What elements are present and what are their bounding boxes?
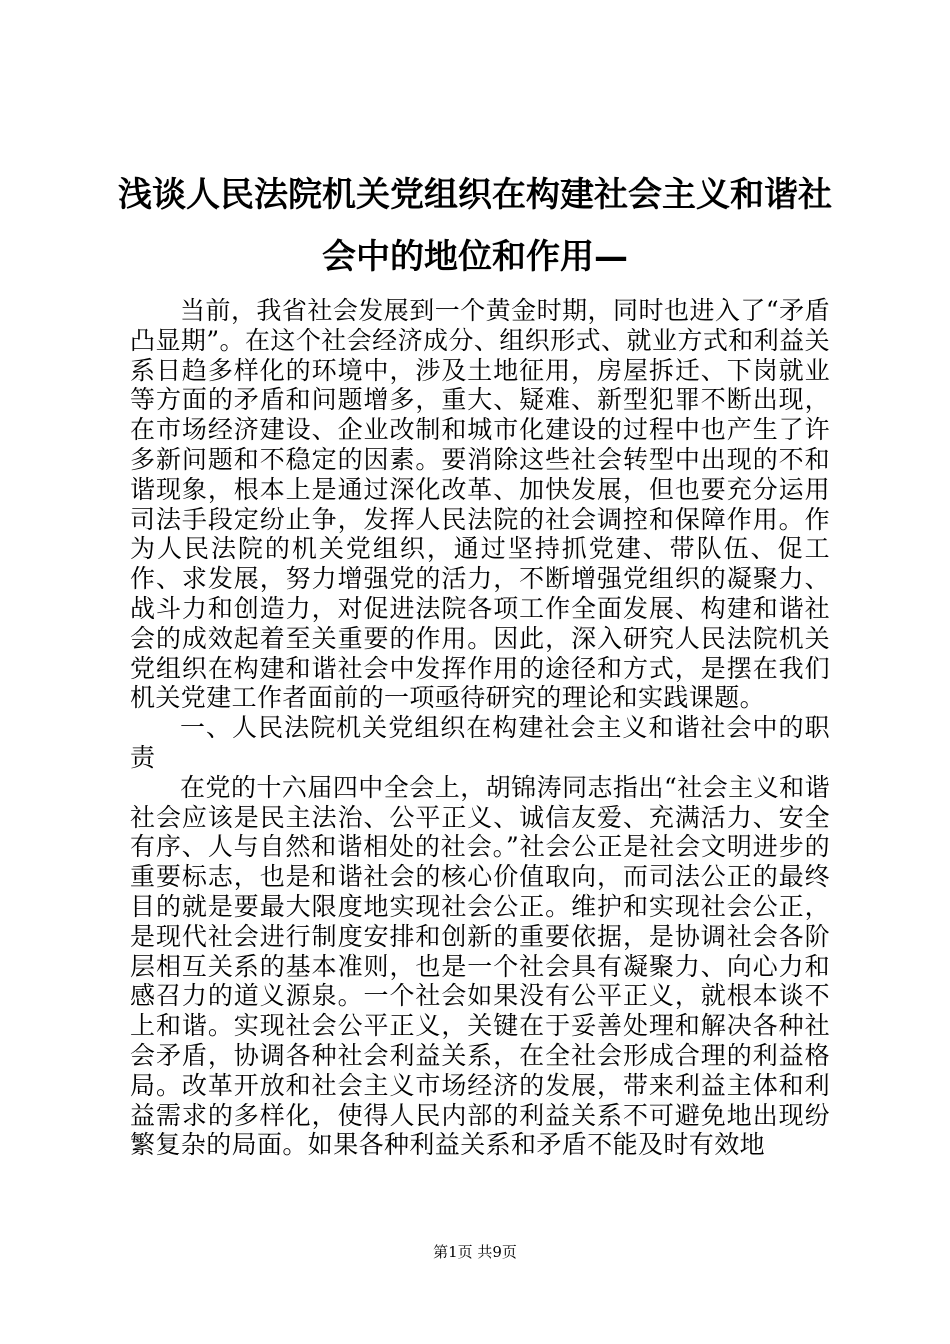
page-number-footer: 第1页 共9页	[433, 1243, 517, 1261]
document-title: 浅谈人民法院机关党组织在构建社会主义和谐社会中的地位和作用—	[118, 175, 832, 277]
section-heading: 一、人民法院机关党组织在构建社会主义和谐社会中的职责	[130, 713, 830, 772]
paragraph: 在党的十六届四中全会上，胡锦涛同志指出“社会主义和谐社会应该是民主法治、公平正义、诚信友爱、充满活力、安全有序、人与自然和谐相处的社会。”社会公正是社会文明进步的重要标志，也是和谐社会的核心价值取向，而司法公正的最终目的就是要最大限度地实现社会公正。维护和实现社会公正，是现代社会进行制度安排和创新的重要依据，是协调社会各阶层相互关系的基本准则，也是一个社会具有凝聚力、向心力和感召力的道义源泉。一个社会如果没有公平正义，就根本谈不上和谐。实现社会公平正义，关键在于妥善处理和解决各种社会矛盾，协调各种社会利益关系，在全社会形成合理的利益格局。改革开放和社会主义市场经济的发展，带来利益主体和利益需求的多样化，使得人民内部的利益关系不可避免地出现纷繁复杂的局面。如果各种利益关系和矛盾不能及时有效地	[130, 772, 830, 1160]
paragraph: 当前，我省社会发展到一个黄金时期，同时也进入了“矛盾凸显期”。在这个社会经济成分、组织形式、就业方式和利益关系日趋多样化的环境中，涉及土地征用，房屋拆迁、下岗就业等方面的矛盾和问题增多，重大、疑难、新型犯罪不断出现，在市场经济建设、企业改制和城市化建设的过程中也产生了许多新问题和不稳定的因素。要消除这些社会转型中出现的不和谐现象，根本上是通过深化改革、加快发展，但也要充分运用司法手段定纷止争，发挥人民法院的社会调控和保障作用。作为人民法院的机关党组织，通过坚持抓党建、带队伍、促工作、求发展，努力增强党的活力，不断增强党组织的凝聚力、战斗力和创造力，对促进法院各项工作全面发展、构建和谐社会的成效起着至关重要的作用。因此，深入研究人民法院机关党组织在构建和谐社会中发挥作用的途径和方式，是摆在我们机关党建工作者面前的一项亟待研究的理论和实践课题。	[130, 296, 830, 713]
document-body	[130, 296, 830, 1160]
